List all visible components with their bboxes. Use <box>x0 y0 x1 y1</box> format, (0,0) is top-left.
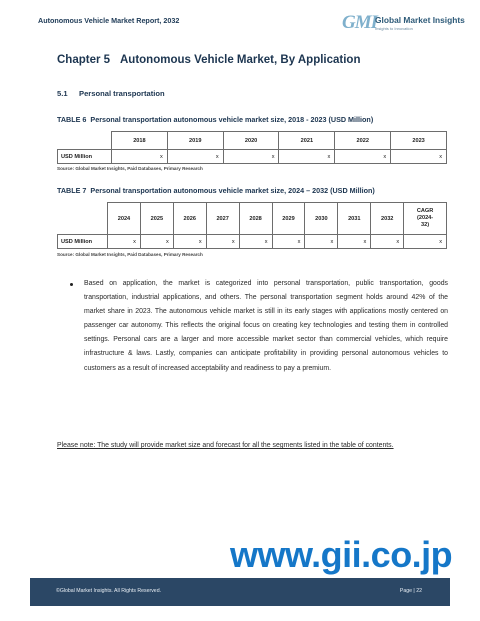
table7 <box>57 202 447 249</box>
table6-cell-2023: x <box>391 150 447 164</box>
table7-cell-2027: x <box>206 235 239 249</box>
study-note: Please note: The study will provide market size and forecast for all the segments listed in the table of contents. <box>57 442 394 449</box>
table7-col-2030: 2030 <box>305 203 338 235</box>
table6-caption <box>57 115 373 124</box>
table7-cell-2028: x <box>239 235 272 249</box>
footer-copyright: ©Global Market Insights. All Rights Reserved. <box>56 588 162 594</box>
table7-label: TABLE 7 <box>57 186 87 195</box>
footer-page-number: Page | 22 <box>399 588 422 594</box>
table7-cell-2029: x <box>272 235 305 249</box>
table7-cell-cagr: x <box>404 235 447 249</box>
chapter-title: Autonomous Vehicle Market, By Application <box>120 54 361 66</box>
cagr-line-2: (2024- <box>416 215 434 221</box>
chapter-label: Chapter 5 <box>57 54 111 66</box>
table6-col-2023: 2023 <box>391 132 447 150</box>
table6-col-2022: 2022 <box>335 132 391 150</box>
table6-cell-2021: x <box>279 150 335 164</box>
table6-col-2021: 2021 <box>279 132 335 150</box>
table6-source: Source: Global Market Insights, Paid Databases, Primary Research <box>57 166 203 171</box>
section-heading <box>57 89 165 98</box>
table7-cell-2030: x <box>305 235 338 249</box>
table6-col-2020: 2020 <box>223 132 279 150</box>
table7-title: Personal transportation autonomous vehicle market size, 2024 – 2032 (USD Million) <box>90 186 375 195</box>
table7-cell-2026: x <box>173 235 206 249</box>
table6-header-row <box>58 132 447 150</box>
table7-col-2026: 2026 <box>173 203 206 235</box>
table6-cell-2022: x <box>335 150 391 164</box>
table6-cell-2019: x <box>167 150 223 164</box>
table7-cell-2032: x <box>371 235 404 249</box>
gii-watermark: www.gii.co.jp <box>230 534 453 575</box>
table7-caption <box>57 186 375 195</box>
table7-col-2025: 2025 <box>140 203 173 235</box>
page-footer <box>30 578 450 606</box>
company-logo <box>342 12 465 34</box>
table6-title: Personal transportation autonomous vehicle market size, 2018 - 2023 (USD Million) <box>90 115 374 124</box>
gmi-logo-icon: GMI <box>342 12 378 33</box>
table6-cell-2020: x <box>223 150 279 164</box>
logo-company-name: Global Market Insights <box>375 15 465 25</box>
table7-source: Source: Global Market Insights, Paid Databases, Primary Research <box>57 252 203 257</box>
table7-row-label: USD Million <box>58 235 108 249</box>
table7-col-cagr <box>404 203 447 235</box>
table7-corner-cell <box>58 203 108 235</box>
table6-corner-cell <box>58 132 112 150</box>
table6-col-2019: 2019 <box>167 132 223 150</box>
table6-col-2018: 2018 <box>112 132 168 150</box>
table6-row-label: USD Million <box>58 150 112 164</box>
table7-col-2024: 2024 <box>108 203 141 235</box>
table7-cell-2024: x <box>108 235 141 249</box>
table7-col-2027: 2027 <box>206 203 239 235</box>
table7-col-2029: 2029 <box>272 203 305 235</box>
section-number: 5.1 <box>57 89 68 98</box>
cagr-line-3: 32) <box>421 222 430 228</box>
table6-cell-2018: x <box>112 150 168 164</box>
bullet-icon <box>70 283 73 286</box>
chapter-heading <box>57 54 360 66</box>
logo-tagline: Insights to Innovation <box>375 26 413 31</box>
table7-header-row <box>58 203 447 235</box>
table6 <box>57 131 447 164</box>
table6-label: TABLE 6 <box>57 115 87 124</box>
report-header-title: Autonomous Vehicle Market Report, 2032 <box>38 16 180 25</box>
table7-col-2031: 2031 <box>338 203 371 235</box>
table-row <box>58 235 447 249</box>
table-row <box>58 150 447 164</box>
section-title: Personal transportation <box>79 89 165 98</box>
application-analysis-paragraph: Based on application, the market is categorized into personal transportation, public transportation, goods transportation, industrial applications, and others. The personal transportation segment holds around 42% of the market share in 2023. The autonomous vehicle market is still in its early stages with applications mostly centered on passenger car autonomy. This reflects the original focus on creating key technologies and testing them in controlled settings. Personal cars are a larger and more accessible market sector than commercial vehicles, which require infrastructure & laws. Lastly, companies can anticipate profitability in providing personal autonomous vehicles to customers as a result of increased acceptability and readiness to pay a premium. <box>84 280 448 372</box>
table7-col-2032: 2032 <box>371 203 404 235</box>
cagr-line-1: CAGR <box>416 208 434 214</box>
table7-cell-2025: x <box>140 235 173 249</box>
table7-cell-2031: x <box>338 235 371 249</box>
table7-col-2028: 2028 <box>239 203 272 235</box>
